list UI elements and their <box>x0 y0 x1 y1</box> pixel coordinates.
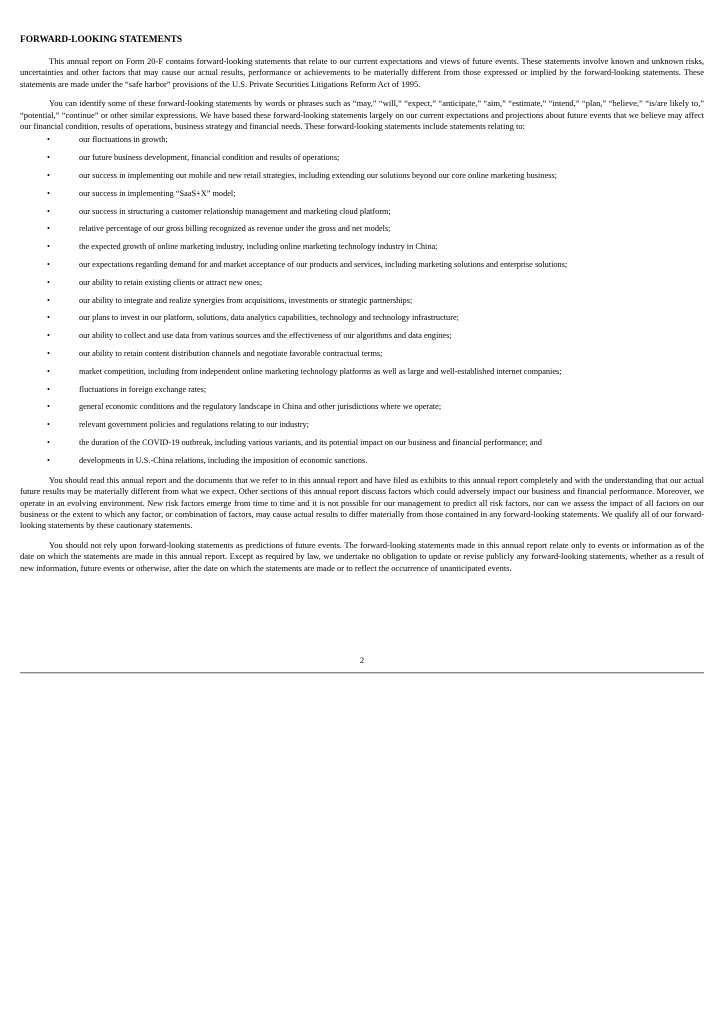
list-item-text: our ability to integrate and realize synergies from acquisitions, investments or strategic partnerships; <box>79 295 413 305</box>
list-item-text: the duration of the COVID-19 outbreak, including various variants, and its potential impact on our business and financial performance; and <box>79 437 542 447</box>
list-item <box>20 330 704 341</box>
list-item-text: our future business development, financial condition and results of operations; <box>79 153 340 163</box>
bullet-icon: • <box>47 455 50 465</box>
identification-paragraph: You can identify some of these forward-looking statements by words or phrases such as “may,” “will,” “expect,” “anticipate,” “aim,” “estimate,” “intend,” “plan,” “believe,” “is/are likely to,” “potential,” “continue” or other similar expressions. We have based these forward-looking statements largely on our current expectations and projections about future events that we believe may affect our financial condition, results of operations, business strategy and financial needs. These forward-looking statements include statements relating to: <box>20 98 704 132</box>
list-item <box>20 206 704 217</box>
list-item-text: general economic conditions and the regulatory landscape in China and other jurisdictions where we operate; <box>79 402 442 412</box>
forward-looking-list <box>20 134 704 465</box>
cautionary-paragraph: You should read this annual report and the documents that we refer to in this annual report and have filed as exhibits to this annual report completely and with the understanding that our actual future results may be materially different from what we expect. Other sections of this annual report discuss factors which could adversely impact our business and financial performance. Moreover, we operate in an evolving environment. New risk factors emerge from time to time and it is not possible for our management to predict all risk factors, nor can we assess the impact of all factors on our business or the extent to which any factor, or combination of factors, may cause actual results to differ materially from those contained in any forward-looking statements. We qualify all of our forward-looking statements by these cautionary statements. <box>20 474 704 531</box>
bullet-icon: • <box>47 366 50 376</box>
bullet-icon: • <box>47 224 50 234</box>
bullet-icon: • <box>47 349 50 358</box>
list-item <box>20 455 704 466</box>
list-item <box>20 366 704 377</box>
list-item <box>20 277 704 288</box>
section-heading: FORWARD-LOOKING STATEMENTS <box>20 35 183 45</box>
bullet-icon: • <box>47 277 50 287</box>
bullet-icon: • <box>47 437 50 447</box>
list-item <box>20 348 704 359</box>
list-item-text: relevant government policies and regulations relating to our industry; <box>79 420 309 430</box>
bullet-icon: • <box>47 420 50 430</box>
list-item <box>20 259 704 270</box>
list-item <box>20 419 704 430</box>
list-item <box>20 401 704 412</box>
list-item <box>20 295 704 306</box>
list-item-text: our fluctuations in growth; <box>79 135 168 145</box>
bullet-icon: • <box>47 313 50 323</box>
list-item <box>20 312 704 323</box>
list-item <box>20 188 704 199</box>
list-item <box>20 384 704 395</box>
bullet-icon: • <box>47 206 50 216</box>
list-item <box>20 170 704 181</box>
bullet-icon: • <box>47 188 50 198</box>
list-item-text: our ability to retain existing clients or attract new ones; <box>79 277 263 287</box>
list-item-text: relative percentage of our gross billing recognized as revenue under the gross and net models; <box>79 224 391 234</box>
list-item-text: our success in implementing our mobile and new retail strategies, including extending our solutions beyond our core online marketing business; <box>79 171 557 181</box>
intro-paragraph: This annual report on Form 20-F contains forward-looking statements that relate to our current expectations and views of future events. These statements involve known and unknown risks, uncertainties and other factors that may cause our actual results, performance or achievements to be materially different from those expressed or implied by the forward-looking statements. These statements are made under the “safe harbor” provisions of the U.S. Private Securities Litigations Reform Act of 1995. <box>20 56 704 89</box>
page-number: 2 <box>359 655 365 665</box>
list-item-text: our success in implementing “SaaS+X” model; <box>79 188 236 198</box>
list-item-text: our plans to invest in our platform, solutions, data analytics capabilities, technology and technology infrastructure; <box>79 313 459 323</box>
bullet-icon: • <box>47 242 50 252</box>
bullet-icon: • <box>47 384 50 394</box>
list-item <box>20 437 704 448</box>
bullet-icon: • <box>47 260 50 270</box>
list-item-text: our success in structuring a customer relationship management and marketing cloud platform; <box>79 206 391 216</box>
bullet-icon: • <box>47 135 50 145</box>
list-item <box>20 223 704 234</box>
bullet-icon: • <box>47 331 50 341</box>
list-item <box>20 241 704 252</box>
bullet-icon: • <box>47 171 50 181</box>
list-item-text: our expectations regarding demand for and market acceptance of our products and services, including marketing solutions and enterprise solutions; <box>79 260 568 270</box>
bullet-icon: • <box>47 153 50 163</box>
list-item-text: the expected growth of online marketing industry, including online marketing technology industry in China; <box>79 242 438 252</box>
page-divider <box>20 672 704 674</box>
list-item-text: fluctuations in foreign exchange rates; <box>79 384 207 394</box>
reliance-paragraph: You should not rely upon forward-looking statements as predictions of future events. The forward-looking statements made in this annual report relate only to events or information as of the date on which the statements are made in this annual report. Except as required by law, we undertake no obligation to update or revise publicly any forward-looking statements, whether as a result of new information, future events or otherwise, after the date on which the statements are made or to reflect the occurrence of unanticipated events. <box>20 539 704 573</box>
list-item-text: our ability to collect and use data from various sources and the effectiveness of our algorithms and data engines; <box>79 331 452 341</box>
bullet-icon: • <box>47 295 50 305</box>
bullet-icon: • <box>47 402 50 412</box>
list-item-text: developments in U.S.-China relations, including the imposition of economic sanctions. <box>79 455 368 465</box>
list-item-text: our ability to retain content distribution channels and negotiate favorable contractual terms; <box>79 349 383 358</box>
list-item-text: market competition, including from independent online marketing technology platforms as well as large and well-established internet companies; <box>79 366 562 376</box>
list-item <box>20 152 704 163</box>
list-item <box>20 134 704 145</box>
